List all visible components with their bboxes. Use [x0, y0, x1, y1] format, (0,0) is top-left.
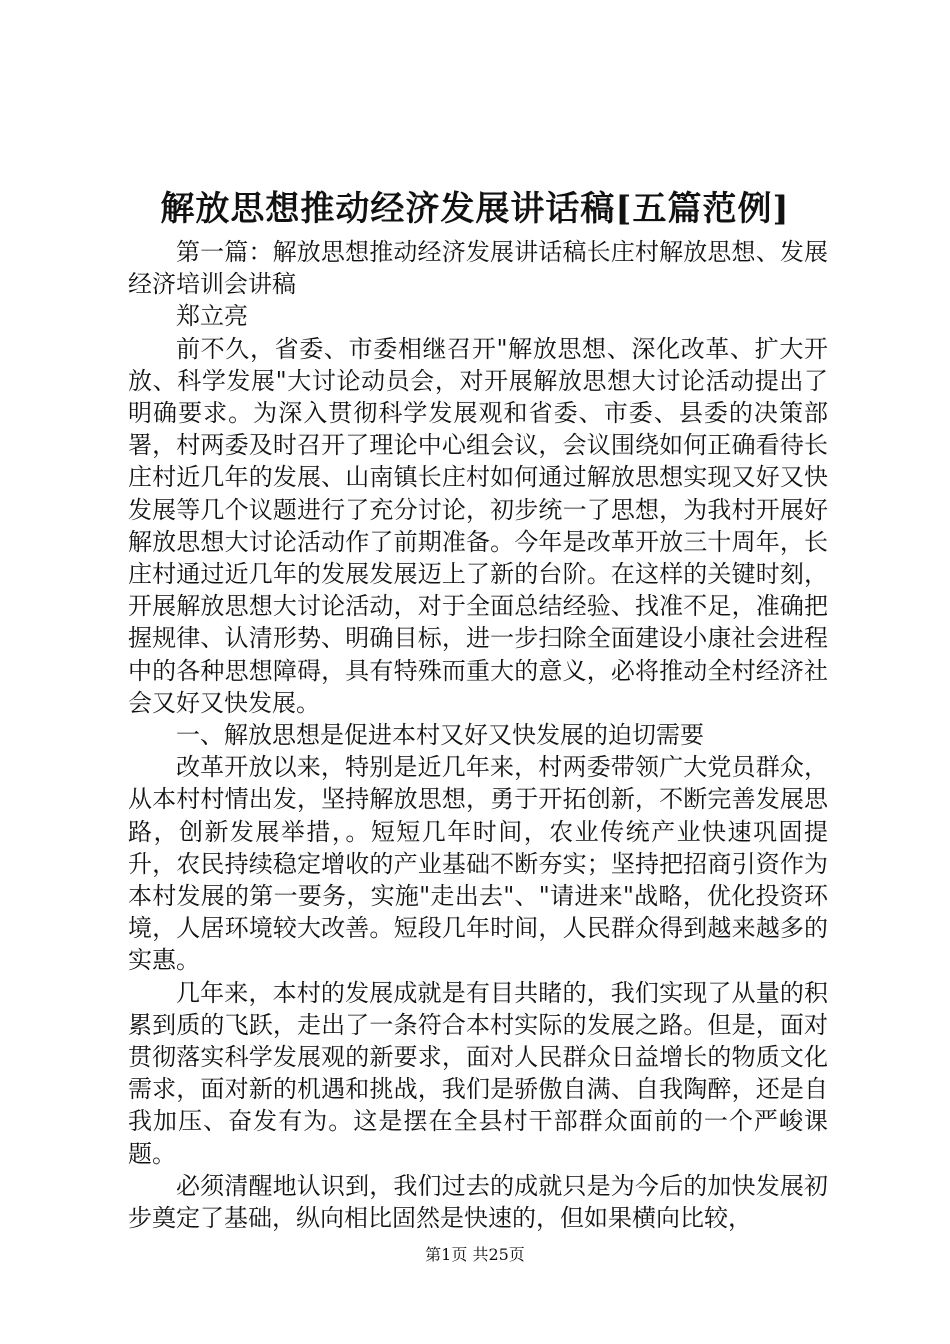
page-number-footer: 第1页 共25页: [425, 1245, 525, 1264]
paragraph-intro: 前不久，省委、市委相继召开"解放思想、深化改革、扩大开放、科学发展"大讨论动员会，对开展解放思想大讨论活动提出了明确要求。为深入贯彻科学发展观和省委、市委、县委的决策部署，村两委及时召开了理论中心组会议，会议围绕如何正确看待长庄村近几年的发展、山南镇长庄村如何通过解放思想实现又好又快发展等几个议题进行了充分讨论，初步统一了思想，为我村开展好解放思想大讨论活动作了前期准备。今年是改革开放三十周年，长庄村通过近几年的发展发展迈上了新的台阶。在这样的关键时刻，开展解放思想大讨论活动，对于全面总结经验、找准不足，准确把握规律、认清形势、明确目标，进一步扫除全面建设小康社会进程中的各种思想障碍，具有特殊而重大的意义，必将推动全村经济社会又好又快发展。: [128, 334, 828, 717]
paragraph-subheading: 一、解放思想是促进本村又好又快发展的迫切需要: [176, 721, 704, 750]
paragraph: 必须清醒地认识到，我们过去的成就只是为今后的加快发展初步奠定了基础，纵向相比固然是快速的，但如果横向比较，: [128, 1171, 828, 1233]
document-body: [128, 236, 828, 1234]
paragraph-author: 郑立亮: [176, 302, 248, 331]
paragraph: 改革开放以来，特别是近几年来，村两委带领广大党员群众，从本村村情出发，坚持解放思想，勇于开拓创新，不断完善发展思路，创新发展举措，。短短几年时间，农业传统产业快速巩固提升，农民持续稳定增收的产业基础不断夯实；坚持把招商引资作为本村发展的第一要务，实施"走出去"、"请进来"战略，优化投资环境，人居环境较大改善。短段几年时间，人民群众得到越来越多的实惠。: [128, 753, 828, 975]
paragraph: 几年来，本村的发展成就是有目共睹的，我们实现了从量的积累到质的飞跃，走出了一条符合本村实际的发展之路。但是，面对贯彻落实科学发展观的新要求，面对人民群众日益增长的物质文化需求，面对新的机遇和挑战，我们是骄傲自满、自我陶醉，还是自我加压、奋发有为。这是摆在全县村干部群众面前的一个严峻课题。: [128, 978, 828, 1168]
document-title: 解放思想推动经济发展讲话稿[五篇范例]: [160, 189, 790, 229]
paragraph-section-heading: 第一篇：解放思想推动经济发展讲话稿长庄村解放思想、发展经济培训会讲稿: [128, 238, 828, 299]
